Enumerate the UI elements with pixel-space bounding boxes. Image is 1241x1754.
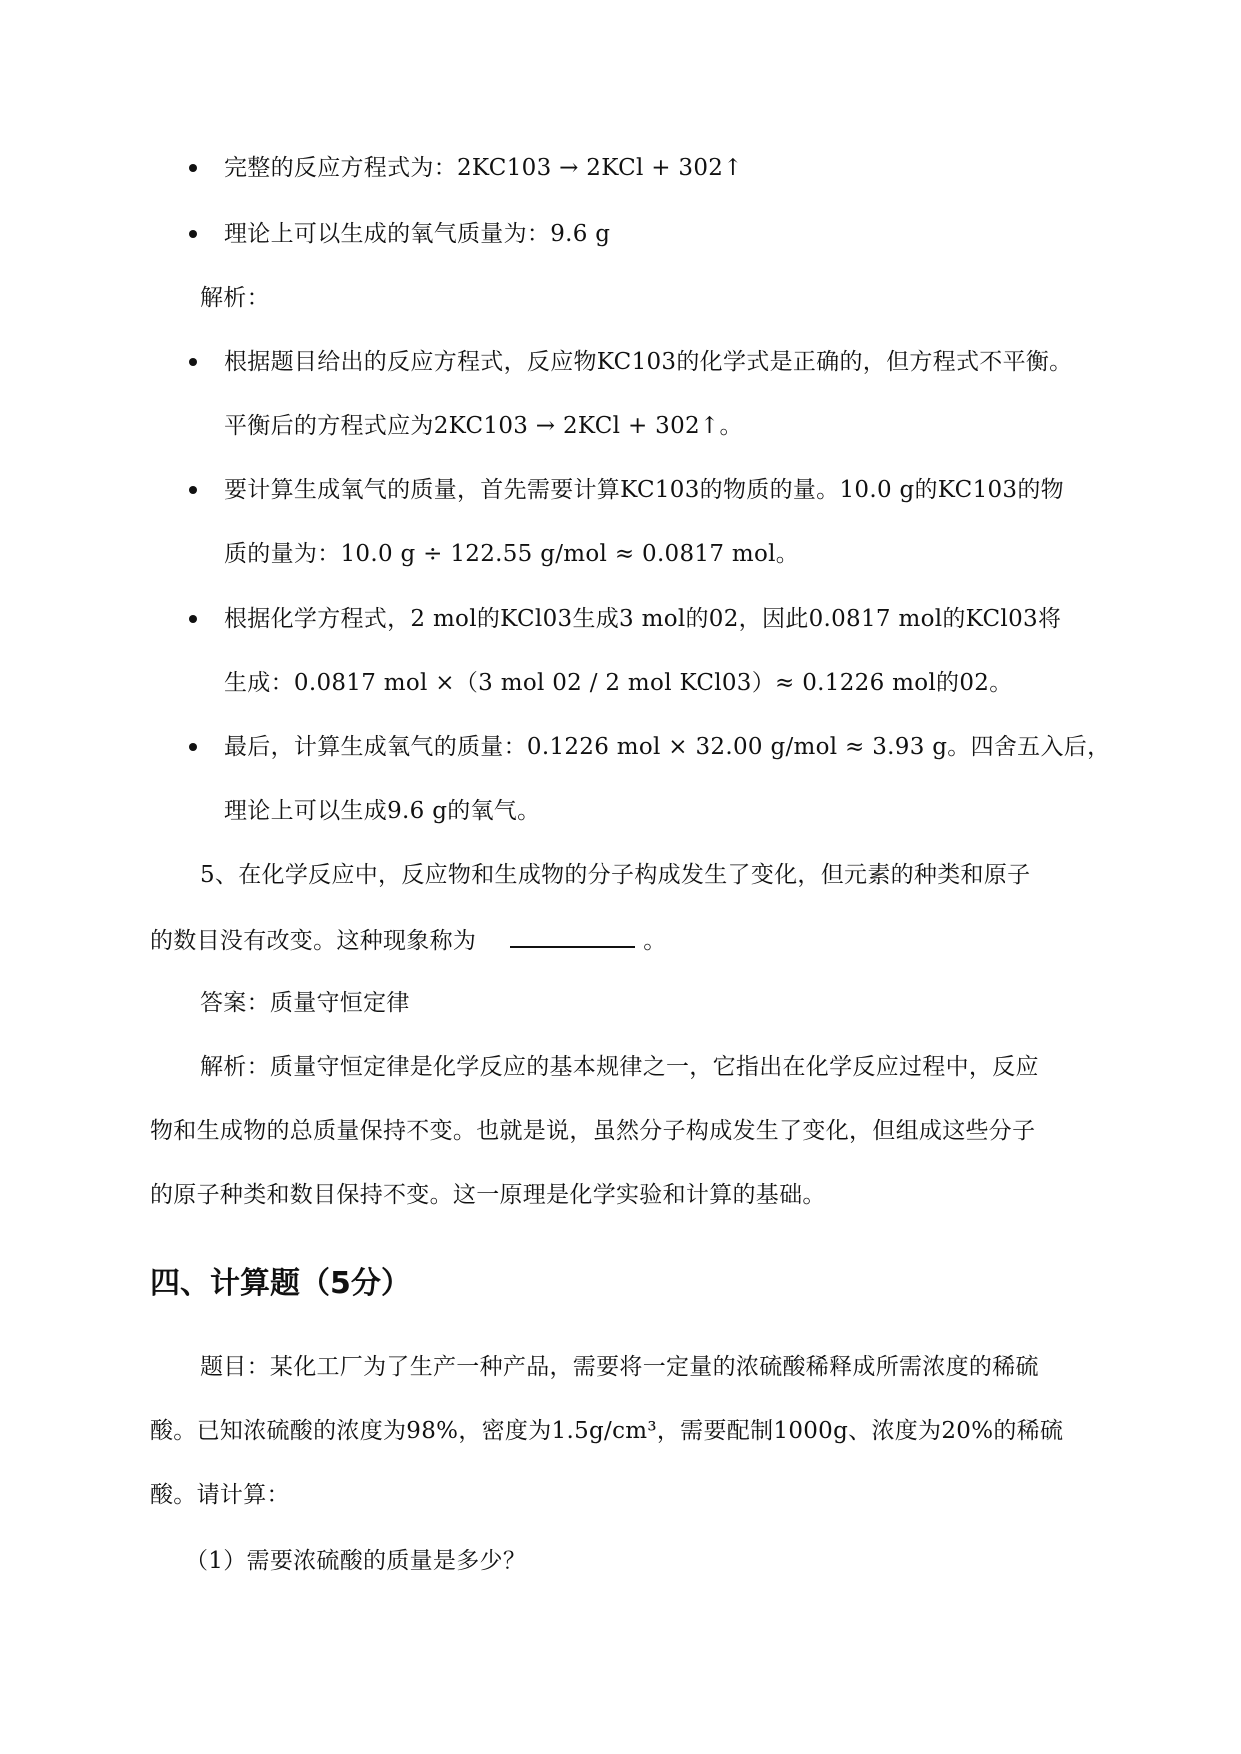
analysis-point-1-line1: 根据题目给出的反应方程式，反应物KC103的化学式是正确的，但方程式不平衡。	[224, 349, 1073, 375]
question-5-text: 的数目没有改变。这种现象称为	[150, 928, 477, 954]
question-5-analysis-line2: 物和生成物的总质量保持不变。也就是说，虽然分子构成发生了变化，但组成这些分子	[150, 1118, 1036, 1144]
fill-in-blank	[510, 924, 635, 948]
bullet-dot	[189, 164, 197, 172]
result-equation: 完整的反应方程式为：2KC103 → 2KCl + 302↑	[224, 155, 743, 181]
sub-question-1: （1）需要浓硫酸的质量是多少？	[185, 1548, 527, 1574]
bullet-dot	[189, 743, 197, 751]
analysis-point-4-line2: 理论上可以生成9.6 g的氧气。	[224, 798, 541, 824]
bullet-dot	[189, 230, 197, 238]
analysis-point-1-line2: 平衡后的方程式应为2KC103 → 2KCl + 302↑。	[224, 413, 743, 439]
analysis-point-4-line1: 最后，计算生成氧气的质量：0.1226 mol × 32.00 g/mol ≈ 3.93 g。四舍五入后，	[224, 734, 1111, 760]
question-5-analysis-line3: 的原子种类和数目保持不变。这一原理是化学实验和计算的基础。	[150, 1182, 826, 1208]
bullet-dot	[189, 486, 197, 494]
bullet-dot	[189, 358, 197, 366]
question-5-line2	[150, 924, 667, 956]
analysis-point-3-line2: 生成：0.0817 mol ×（3 mol 02 / 2 mol KCl03）≈ 0.1226 mol的02。	[224, 670, 1013, 696]
problem-line3: 酸。请计算：	[150, 1482, 290, 1508]
analysis-point-2-line2: 质的量为：10.0 g ÷ 122.55 g/mol ≈ 0.0817 mol。	[224, 541, 800, 567]
question-5-analysis-line1: 解析：质量守恒定律是化学反应的基本规律之一，它指出在化学反应过程中，反应	[200, 1054, 1039, 1080]
problem-line1: 题目：某化工厂为了生产一种产品，需要将一定量的浓硫酸稀释成所需浓度的稀硫	[200, 1354, 1039, 1380]
question-5-line1: 5、在化学反应中，反应物和生成物的分子构成发生了变化，但元素的种类和原子	[200, 862, 1031, 888]
analysis-point-2-line1: 要计算生成氧气的质量，首先需要计算KC103的物质的量。10.0 g的KC103的物	[224, 477, 1064, 503]
bullet-dot	[189, 615, 197, 623]
problem-line2: 酸。已知浓硫酸的浓度为98%，密度为1.5g/cm³，需要配制1000g、浓度为20%的稀硫	[150, 1418, 1064, 1444]
result-oxygen-mass: 理论上可以生成的氧气质量为：9.6 g	[224, 221, 611, 247]
analysis-label: 解析：	[200, 285, 270, 311]
analysis-point-3-line1: 根据化学方程式，2 mol的KCl03生成3 mol的02，因此0.0817 mol的KCl03将	[224, 606, 1062, 632]
question-5-end: 。	[643, 928, 667, 954]
question-5-answer: 答案：质量守恒定律	[200, 990, 410, 1016]
section-heading: 四、计算题（5分）	[150, 1266, 411, 1301]
